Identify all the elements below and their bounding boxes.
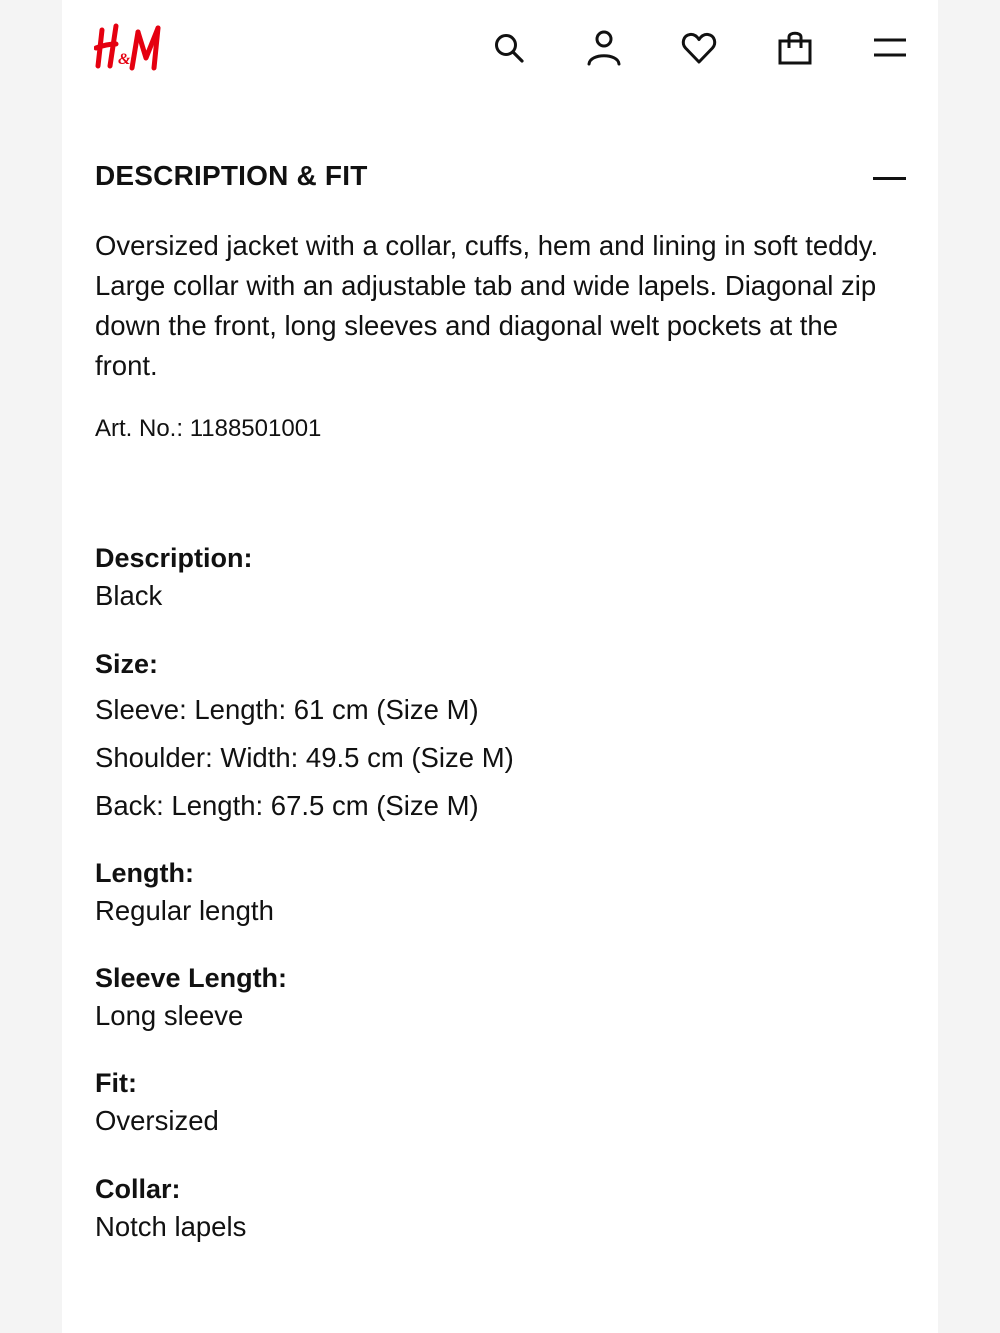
section-title: DESCRIPTION & FIT <box>95 160 368 191</box>
size-lines <box>95 686 907 830</box>
account-icon <box>585 29 623 67</box>
attribute-value: Regular length <box>95 895 274 926</box>
attribute-label: Sleeve Length: <box>95 963 288 993</box>
svg-text:&: & <box>118 51 131 68</box>
attribute-label: Fit: <box>95 1068 137 1098</box>
bag-icon <box>776 29 814 67</box>
size-line-shoulder: Shoulder: Width: 49.5 cm (Size M) <box>95 742 514 773</box>
site-header <box>62 0 938 100</box>
attribute-label: Description: <box>95 543 253 573</box>
heart-icon <box>680 30 718 66</box>
attribute-label: Size: <box>95 649 159 679</box>
product-description: Oversized jacket with a collar, cuffs, hem and lining in soft teddy. Large collar with an adjustable tab and wide lapels. Diagonal zip down the front, long sleeves and diagonal welt pockets at the front. <box>95 230 879 381</box>
attribute-color <box>95 539 907 615</box>
size-line-sleeve: Sleeve: Length: 61 cm (Size M) <box>95 694 479 725</box>
shopping-bag-button[interactable] <box>773 26 817 70</box>
attribute-size <box>95 645 907 830</box>
size-line-back: Back: Length: 67.5 cm (Size M) <box>95 790 479 821</box>
attribute-collar <box>95 1170 907 1246</box>
favorites-button[interactable] <box>677 26 721 70</box>
hm-logo[interactable] <box>94 20 170 76</box>
description-fit-accordion-header[interactable] <box>95 154 907 200</box>
attribute-value: Black <box>95 580 163 611</box>
hm-logo-mark <box>94 20 170 76</box>
attribute-label: Collar: <box>95 1174 181 1204</box>
attribute-label: Length: <box>95 858 194 888</box>
attribute-value: Long sleeve <box>95 1000 244 1031</box>
menu-button[interactable] <box>868 26 912 70</box>
account-button[interactable] <box>582 26 626 70</box>
attribute-length <box>95 854 907 930</box>
attribute-sleeve-length <box>95 959 907 1035</box>
attribute-fit <box>95 1064 907 1140</box>
article-number: Art. No.: 1188501001 <box>95 415 322 442</box>
menu-icon <box>872 35 908 61</box>
product-page <box>62 0 938 1333</box>
minus-icon[interactable] <box>873 164 907 190</box>
attribute-value: Notch lapels <box>95 1211 247 1242</box>
search-icon <box>492 31 526 65</box>
search-button[interactable] <box>487 26 531 70</box>
attribute-value: Oversized <box>95 1105 219 1136</box>
